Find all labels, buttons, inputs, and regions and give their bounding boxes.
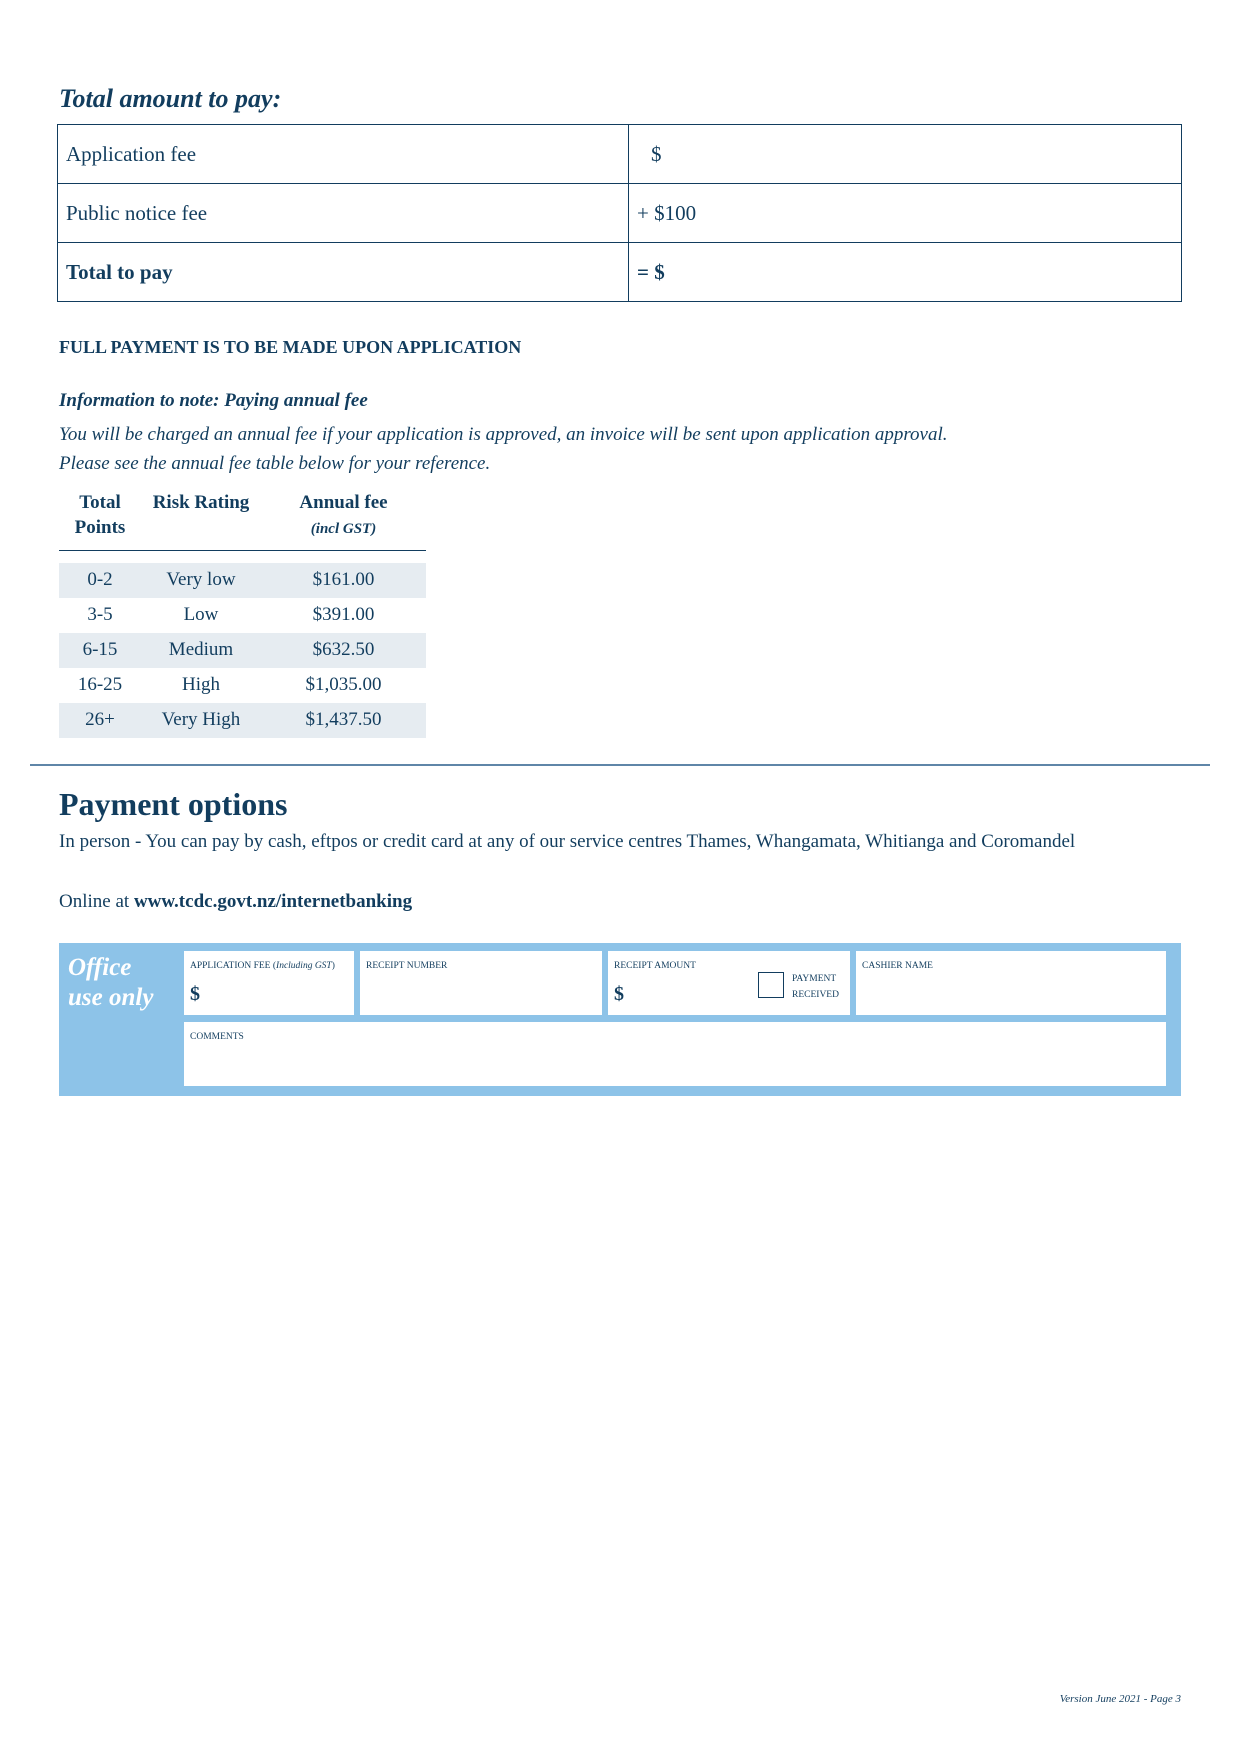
- field-label: RECEIPT AMOUNT: [614, 961, 696, 971]
- office-label-line: Office: [68, 954, 132, 981]
- table-row: [58, 125, 1182, 184]
- office-label-line: use only: [68, 984, 154, 1011]
- cashier-name-field[interactable]: [856, 951, 1166, 1015]
- table-row: [58, 184, 1182, 243]
- info-text: [59, 420, 948, 478]
- total-amount-title: Total amount to pay:: [59, 84, 282, 113]
- page-footer: Version June 2021 - Page 3: [1059, 1693, 1181, 1705]
- field-label: RECEIPT NUMBER: [366, 961, 448, 971]
- table-row: [59, 703, 426, 738]
- annual-fee-note: (incl GST): [310, 521, 377, 537]
- receipt-amount-field[interactable]: [608, 951, 850, 1015]
- online-text: [59, 891, 412, 913]
- public-notice-fee-value: + $100: [629, 184, 1182, 243]
- risk: Low: [183, 604, 219, 625]
- field-label: CASHIER NAME: [862, 961, 933, 971]
- fee: $1,035.00: [305, 674, 382, 695]
- risk: Medium: [141, 633, 261, 668]
- table-row: [59, 563, 426, 598]
- points: 0-2: [59, 563, 141, 598]
- table-row: [59, 633, 426, 668]
- fee: $632.50: [261, 633, 426, 668]
- risk: Very low: [141, 563, 261, 598]
- total-to-pay-field[interactable]: = $: [629, 243, 1182, 302]
- internet-banking-link[interactable]: www.tcdc.govt.nz/internetbanking: [133, 891, 413, 912]
- info-line: You will be charged an annual fee if your application is approved, an invoice will be sent upon application approval.: [59, 424, 948, 445]
- full-payment-notice: FULL PAYMENT IS TO BE MADE UPON APPLICATION: [59, 337, 522, 357]
- dollar-sign: $: [614, 983, 624, 1005]
- row-label: Public notice fee: [58, 184, 629, 243]
- application-fee-field[interactable]: $: [629, 125, 1182, 184]
- online-prefix: Online at: [59, 891, 134, 912]
- points: 6-15: [59, 633, 141, 668]
- annual-fee-table: [59, 490, 426, 738]
- section-divider: [30, 764, 1210, 766]
- info-heading: Information to note: Paying annual fee: [59, 390, 368, 411]
- table-row: [59, 598, 426, 633]
- info-line: Please see the annual fee table below for your reference.: [59, 453, 491, 474]
- points: 16-25: [77, 674, 123, 695]
- table-row: [59, 668, 426, 703]
- total-amount-table: [57, 124, 1182, 302]
- payment-received-checkbox[interactable]: [758, 972, 784, 998]
- annual-fee-label: Annual fee: [299, 492, 388, 513]
- header-total-points: Total Points: [59, 490, 141, 551]
- fee: $161.00: [261, 563, 426, 598]
- header-risk-rating: Risk Rating: [141, 490, 261, 551]
- row-label: Application fee: [58, 125, 629, 184]
- fee: $391.00: [312, 604, 375, 625]
- office-use-label: [68, 953, 153, 1013]
- office-use-box: [59, 943, 1181, 1096]
- field-label: COMMENTS: [190, 1032, 244, 1042]
- payment-received-label: PAYMENT RECEIVED: [792, 974, 839, 1000]
- comments-field[interactable]: [184, 1022, 1166, 1086]
- points: 26+: [59, 703, 141, 738]
- in-person-text: In person - You can pay by cash, eftpos or credit card at any of our service centres Thames, Whangamata, Whitianga and Coromandel: [59, 831, 1076, 852]
- receipt-number-field[interactable]: [360, 951, 602, 1015]
- risk: High: [182, 674, 220, 695]
- points: 3-5: [87, 604, 113, 625]
- header-annual-fee: [261, 490, 426, 551]
- payment-options-title: Payment options: [59, 786, 288, 822]
- application-fee-field[interactable]: [184, 951, 354, 1015]
- row-label: Total to pay: [58, 243, 629, 302]
- dollar-sign: $: [190, 983, 200, 1005]
- field-label: APPLICATION FEE (Including GST): [190, 961, 335, 971]
- risk: Very High: [141, 703, 261, 738]
- fee: $1,437.50: [261, 703, 426, 738]
- table-row: [58, 243, 1182, 302]
